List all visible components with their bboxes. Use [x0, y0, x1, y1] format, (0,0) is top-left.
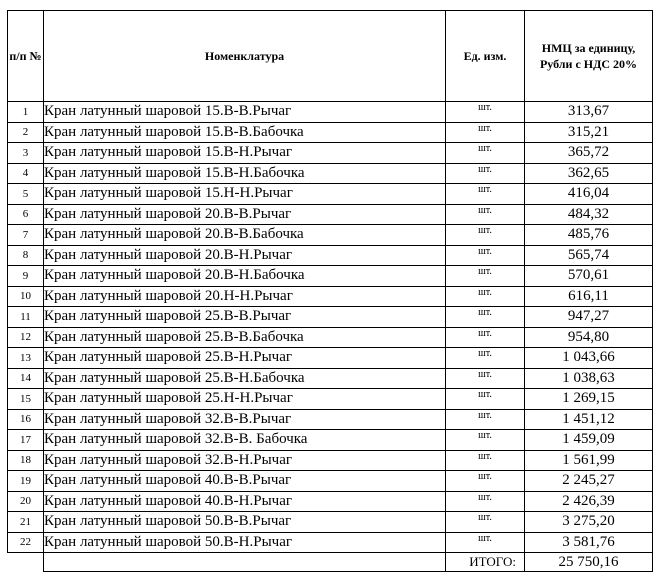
row-name: Кран латунный шаровой 15.Н-Н.Рычаг	[44, 184, 446, 205]
row-price: 3 275,20	[525, 512, 653, 533]
table-row	[8, 532, 653, 553]
row-price: 947,27	[525, 307, 653, 328]
row-name: Кран латунный шаровой 15.В-Н.Рычаг	[44, 143, 446, 164]
table-row	[8, 368, 653, 389]
row-name: Кран латунный шаровой 50.В-В.Рычаг	[44, 512, 446, 533]
row-unit: шт.	[446, 409, 525, 430]
price-table	[7, 10, 653, 572]
row-unit: шт.	[446, 430, 525, 451]
row-price: 484,32	[525, 204, 653, 225]
total-value: 25 750,16	[525, 553, 653, 572]
row-name: Кран латунный шаровой 50.В-Н.Рычаг	[44, 532, 446, 553]
total-label: ИТОГО:	[446, 553, 525, 572]
row-name: Кран латунный шаровой 25.В-В.Рычаг	[44, 307, 446, 328]
row-unit: шт.	[446, 184, 525, 205]
row-unit: шт.	[446, 512, 525, 533]
row-number: 15	[8, 389, 44, 410]
table-body	[8, 102, 653, 553]
total-blank-name	[44, 553, 446, 572]
row-unit: шт.	[446, 532, 525, 553]
table-row	[8, 102, 653, 123]
table-row	[8, 471, 653, 492]
table-row	[8, 409, 653, 430]
row-number: 20	[8, 491, 44, 512]
row-unit: шт.	[446, 471, 525, 492]
row-price: 1 561,99	[525, 450, 653, 471]
table-row	[8, 430, 653, 451]
row-name: Кран латунный шаровой 40.В-Н.Рычаг	[44, 491, 446, 512]
row-number: 19	[8, 471, 44, 492]
row-price: 565,74	[525, 245, 653, 266]
table-row	[8, 286, 653, 307]
row-name: Кран латунный шаровой 15.В-Н.Бабочка	[44, 163, 446, 184]
table-row	[8, 327, 653, 348]
row-price: 2 245,27	[525, 471, 653, 492]
row-number: 9	[8, 266, 44, 287]
row-name: Кран латунный шаровой 15.В-В.Рычаг	[44, 102, 446, 123]
table-row	[8, 348, 653, 369]
row-unit: шт.	[446, 266, 525, 287]
row-unit: шт.	[446, 348, 525, 369]
row-name: Кран латунный шаровой 25.Н-Н.Рычаг	[44, 389, 446, 410]
row-price: 315,21	[525, 122, 653, 143]
row-price: 1 269,15	[525, 389, 653, 410]
table-row	[8, 389, 653, 410]
row-number: 17	[8, 430, 44, 451]
row-number: 3	[8, 143, 44, 164]
row-number: 8	[8, 245, 44, 266]
row-name: Кран латунный шаровой 32.В-В.Рычаг	[44, 409, 446, 430]
row-name: Кран латунный шаровой 25.В-Н.Бабочка	[44, 368, 446, 389]
table-row	[8, 184, 653, 205]
row-unit: шт.	[446, 122, 525, 143]
table-row	[8, 450, 653, 471]
row-number: 12	[8, 327, 44, 348]
row-price: 2 426,39	[525, 491, 653, 512]
table-row	[8, 266, 653, 287]
row-number: 18	[8, 450, 44, 471]
row-number: 1	[8, 102, 44, 123]
row-unit: шт.	[446, 163, 525, 184]
row-price: 3 581,76	[525, 532, 653, 553]
table-row	[8, 163, 653, 184]
row-unit: шт.	[446, 143, 525, 164]
table-row	[8, 122, 653, 143]
row-name: Кран латунный шаровой 20.В-Н.Бабочка	[44, 266, 446, 287]
row-name: Кран латунный шаровой 20.В-В.Бабочка	[44, 225, 446, 246]
row-unit: шт.	[446, 450, 525, 471]
row-price: 485,76	[525, 225, 653, 246]
row-number: 11	[8, 307, 44, 328]
row-price: 362,65	[525, 163, 653, 184]
row-number: 10	[8, 286, 44, 307]
row-number: 13	[8, 348, 44, 369]
row-unit: шт.	[446, 286, 525, 307]
row-unit: шт.	[446, 204, 525, 225]
row-unit: шт.	[446, 491, 525, 512]
row-price: 365,72	[525, 143, 653, 164]
row-price: 416,04	[525, 184, 653, 205]
row-unit: шт.	[446, 225, 525, 246]
row-number: 7	[8, 225, 44, 246]
table-row	[8, 491, 653, 512]
table-row	[8, 512, 653, 533]
row-name: Кран латунный шаровой 20.Н-Н.Рычаг	[44, 286, 446, 307]
row-name: Кран латунный шаровой 15.В-В.Бабочка	[44, 122, 446, 143]
row-price: 1 451,12	[525, 409, 653, 430]
table-row	[8, 245, 653, 266]
row-name: Кран латунный шаровой 32.В-В. Бабочка	[44, 430, 446, 451]
table-row	[8, 225, 653, 246]
row-price: 616,11	[525, 286, 653, 307]
row-name: Кран латунный шаровой 25.В-В.Бабочка	[44, 327, 446, 348]
row-price: 1 043,66	[525, 348, 653, 369]
row-unit: шт.	[446, 327, 525, 348]
row-number: 16	[8, 409, 44, 430]
row-price: 313,67	[525, 102, 653, 123]
row-name: Кран латунный шаровой 20.В-В.Рычаг	[44, 204, 446, 225]
row-number: 5	[8, 184, 44, 205]
header-name: Номенклатура	[44, 11, 446, 102]
row-name: Кран латунный шаровой 25.В-Н.Рычаг	[44, 348, 446, 369]
row-unit: шт.	[446, 307, 525, 328]
row-number: 14	[8, 368, 44, 389]
row-number: 2	[8, 122, 44, 143]
row-name: Кран латунный шаровой 32.В-Н.Рычаг	[44, 450, 446, 471]
row-name: Кран латунный шаровой 40.В-В.Рычаг	[44, 471, 446, 492]
row-price: 570,61	[525, 266, 653, 287]
row-unit: шт.	[446, 368, 525, 389]
row-unit: шт.	[446, 102, 525, 123]
header-number: п/п №	[8, 11, 44, 102]
table-row	[8, 307, 653, 328]
row-name: Кран латунный шаровой 20.В-Н.Рычаг	[44, 245, 446, 266]
header-unit: Ед. изм.	[446, 11, 525, 102]
header-price: НМЦ за единицу, Рубли с НДС 20%	[525, 11, 653, 102]
row-unit: шт.	[446, 245, 525, 266]
row-unit: шт.	[446, 389, 525, 410]
row-number: 21	[8, 512, 44, 533]
total-blank-number	[8, 553, 44, 572]
total-row	[8, 553, 653, 572]
row-price: 954,80	[525, 327, 653, 348]
row-number: 22	[8, 532, 44, 553]
row-number: 6	[8, 204, 44, 225]
table-row	[8, 143, 653, 164]
table-row	[8, 204, 653, 225]
row-price: 1 459,09	[525, 430, 653, 451]
row-price: 1 038,63	[525, 368, 653, 389]
row-number: 4	[8, 163, 44, 184]
table-header-row	[8, 11, 653, 102]
